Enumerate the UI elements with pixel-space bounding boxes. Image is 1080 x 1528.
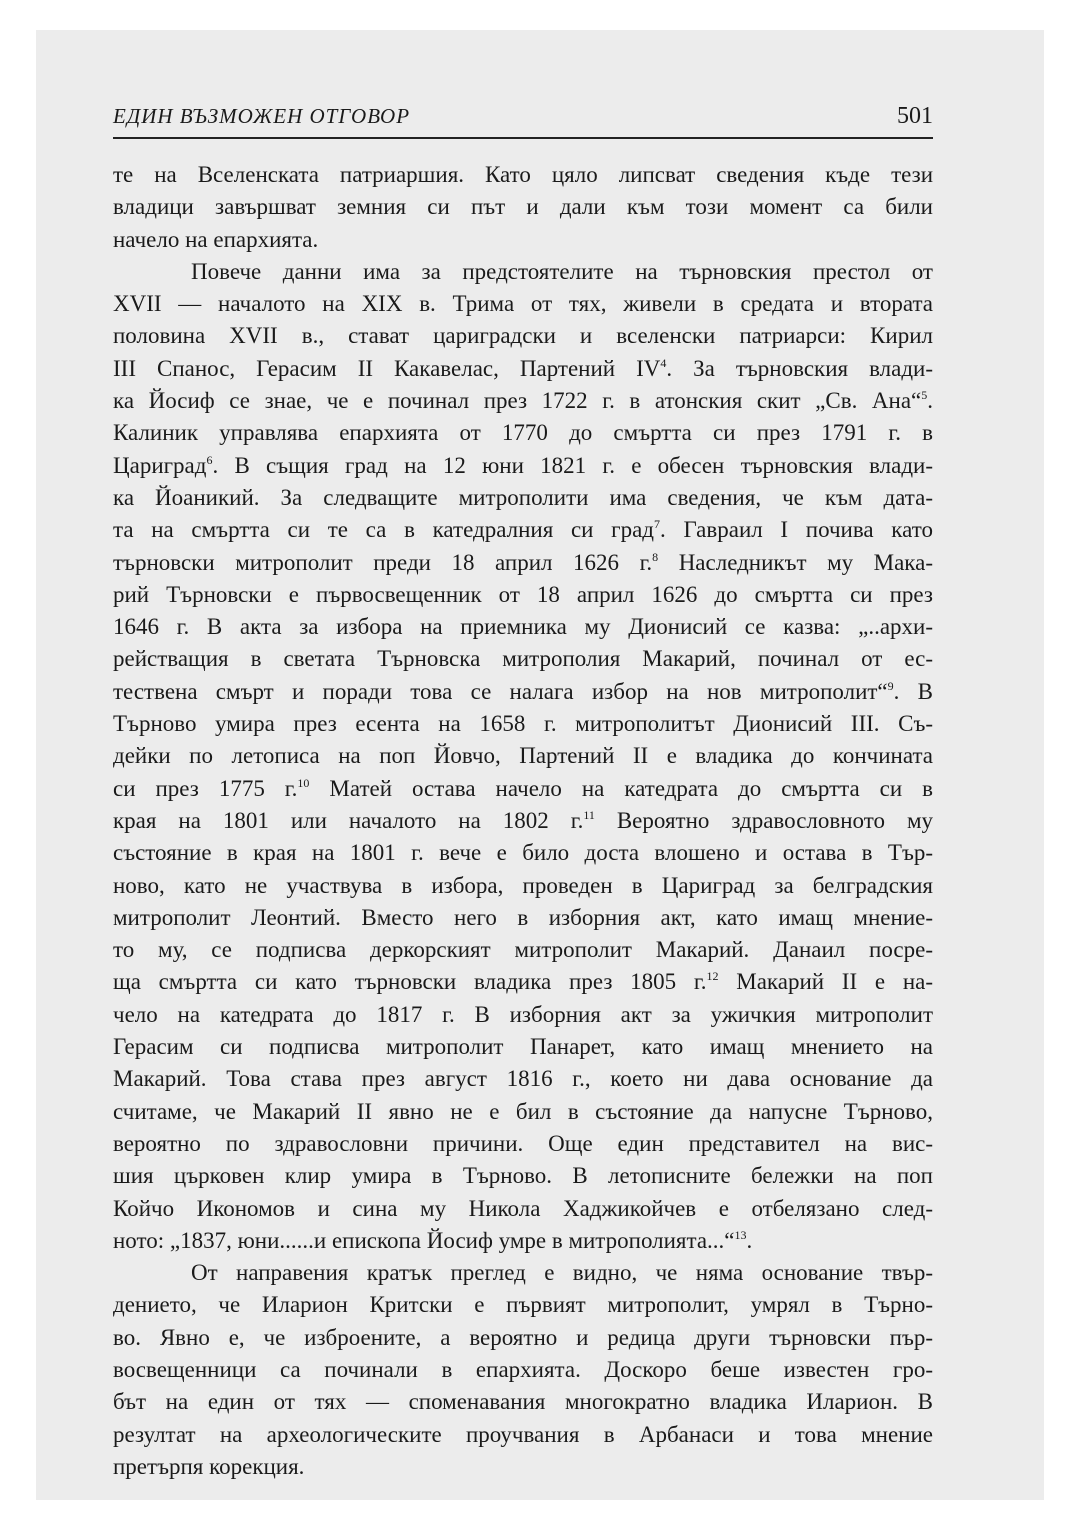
text-line: рействащия в светата Търновска митрополия Макарий, починал от ес- <box>113 646 933 672</box>
footnote-marker: 6 <box>206 452 213 467</box>
text-line: митрополит Леонтий. Вместо него в изборния акт, като имащ мнение- <box>113 904 933 930</box>
text-line: Герасим си подписва митрополит Панарет, като имащ мнението на <box>113 1034 933 1060</box>
text-line: претърпя корекция. <box>113 1453 305 1479</box>
text-line: 1646 г. В акта за избора на приемника му Дионисий се казва: „..архи- <box>113 614 933 640</box>
page-number: 501 <box>897 103 933 129</box>
text-line: вероятно по здравословни причини. Още един представител на вис- <box>113 1130 933 1156</box>
text-line: те на Вселенската патриаршия. Като цяло липсват сведения къде тези <box>113 162 933 187</box>
text-line: Повече данни има за предстоятелите на търновския престол от <box>191 258 933 284</box>
text-line: шия църковен клир умира в Търново. В летописните бележки на поп <box>113 1163 933 1189</box>
text-line: си през 1775 г.$^{10}$ Матей остава начело на катедрата до смъртта си в <box>113 775 933 801</box>
text-line: XVII — началото на XIX в. Трима от тях, живели в средата и втората <box>113 291 933 317</box>
text-line: восвещенници са починали в епархията. Доскоро беше известен гро- <box>113 1356 933 1382</box>
text-line: Макарий. Това става през август 1816 г., което ни дава основание да <box>113 1066 933 1092</box>
footnote-marker: 5 <box>921 388 928 403</box>
text-line: считаме, че Макарий II явно не е бил в състояние да напусне Търново, <box>113 1098 933 1124</box>
text-line: резултат на археологическите проучвания в Арбанаси и това мнение <box>113 1421 933 1447</box>
text-line: Койчо Икономов и сина му Никола Хаджикойчев е отбелязано след- <box>113 1195 933 1221</box>
footnote-marker: 8 <box>652 549 659 564</box>
text-line: ново, като не участвува в избора, проведен в Цариград за белградския <box>113 872 933 898</box>
text-line: владици завършват земния си път и дали към този момент са били <box>113 194 933 220</box>
body-text <box>113 159 933 1483</box>
text-line: III Спанос, Герасим II Какавелас, Партений $IV^4$. За търновския влади- <box>113 355 933 381</box>
footnote-marker: 4 <box>660 355 667 370</box>
text-line: та на смъртта си те са в катедралния си град$^7$. Гавраил I почива като <box>113 517 933 543</box>
paragraph <box>113 159 933 256</box>
book-page <box>113 103 933 1483</box>
text-line: Калиник управлява епархията от 1770 до смъртта си през 1791 г. в <box>113 420 933 446</box>
text-line: Цариград$^6$. В същия град на 12 юни 1821 г. е обесен търновския влади- <box>113 452 933 478</box>
footnote-marker: 7 <box>654 517 661 532</box>
text-line: начело на епархията. <box>113 226 319 252</box>
text-line: во. Явно е, че изброените, а вероятно и редица други търновски пър- <box>113 1324 933 1350</box>
text-line: половина XVII в., стават цариградски и вселенски патриарси: Кирил <box>113 323 933 349</box>
text-line: чело на катедрата до 1817 г. В изборния акт за ужичкия митрополит <box>113 1001 933 1027</box>
footnote-marker: 11 <box>583 807 595 822</box>
text-line: ното: „1837, юни......и епископа Йосиф умре в митрополията...“$^{13}$. <box>113 1227 753 1253</box>
text-line: ка Йоаникий. За следващите митрополити има сведения, че към дата- <box>113 484 933 510</box>
footnote-marker: 9 <box>887 678 894 693</box>
running-title: ЕДИН ВЪЗМОЖЕН ОТГОВОР <box>113 104 411 128</box>
text-line: дейки по летописа на поп Йовчо, Партений II е владика до кончината <box>113 743 933 769</box>
text-line: рий Търновски е първосвещенник от 18 април 1626 до смъртта си през <box>113 581 933 607</box>
text-line: бът на един от тях — споменавания многократно владика Иларион. В <box>113 1389 933 1415</box>
footnote-marker: 10 <box>297 775 310 790</box>
text-line: търновски митрополит преди 18 април 1626 г.$^8$ Наследникът му Мака- <box>113 549 933 575</box>
text-line: тествена смърт и поради това се налага избор на нов митрополит“$^9$. В <box>113 678 933 704</box>
text-line: края на 1801 или началото на 1802 г.$^{11}$ Вероятно здравословното му <box>113 807 933 833</box>
page-header <box>113 103 933 139</box>
text-line: ка Йосиф се знае, че е починал през 1722 г. в атонския скит „Св. Ана“$^5$. <box>113 388 933 414</box>
text-line: състояние в края на 1801 г. вече е било доста влошено и остава в Тър- <box>113 840 933 866</box>
footnote-marker: 12 <box>706 969 719 984</box>
text-line: От направения кратък преглед е видно, че няма основание твър- <box>191 1260 933 1286</box>
paragraph <box>113 256 933 1257</box>
text-line: то му, се подписва деркорският митрополит Макарий. Данаил посре- <box>113 937 933 963</box>
footnote-marker: 13 <box>734 1227 747 1242</box>
text-line: Търново умира през есента на 1658 г. митрополитът Дионисий III. Съ- <box>113 711 933 737</box>
text-line: дението, че Иларион Критски е първият митрополит, умрял в Търно- <box>113 1292 933 1318</box>
paragraph <box>113 1257 933 1483</box>
text-line: ща смъртта си като търновски владика през 1805 г.$^{12}$ Макарий II е на- <box>113 969 933 995</box>
